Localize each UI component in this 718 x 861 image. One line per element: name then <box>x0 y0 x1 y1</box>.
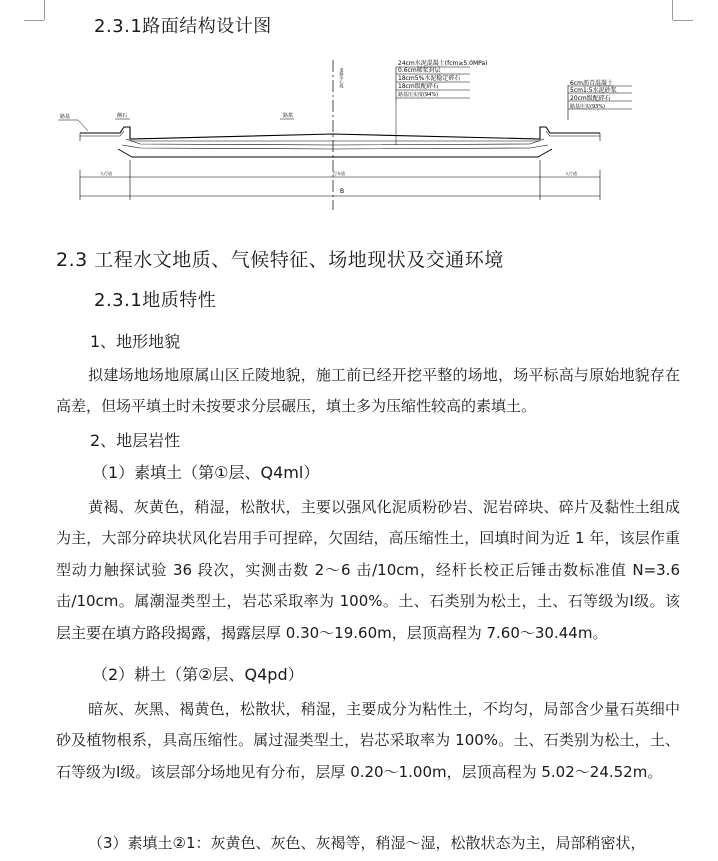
paragraph: 拟建场地场地原属山区丘陵地貌，施工前已经开挖平整的场地，场平标高与原始地貌存在高差，但场平填土时未按要求分层碾压，填土多为压缩性较高的素填土。 <box>56 366 680 416</box>
subsection-title: 1、地形地貌 <box>90 332 181 351</box>
paragraph: 暗灰、灰黑、褐黄色，松散状，稍湿，主要成分为粘性土，不均匀，局部含少量石英细中砂及植物根系，具高压缩性。属过湿类型土，岩芯采取率为 100%。土、石类别为松土，土、石等级为Ⅰ级。该层部分场地见有分布，层厚 0.20～1.00m，层顶高程为 5.02～24.52m。 <box>56 700 680 781</box>
centerline-label: 道路中心线 <box>339 68 345 88</box>
dimension-lines <box>80 160 600 200</box>
label-crown: 路拱 <box>283 113 294 119</box>
subsection-title: 2、地层岩性 <box>90 431 181 450</box>
paragraph: （3）素填土②1：灰黄色、灰色、灰褐等，稍湿～湿，松散状态为主，局部稍密状， <box>88 834 646 852</box>
layer-callout-right <box>568 79 632 120</box>
layer-label: 18cm5%水泥稳定碎石 <box>398 75 461 82</box>
layer-label: 6cm沥青混凝土 <box>570 80 613 87</box>
pavement-structure-diagram <box>0 45 718 260</box>
crop-mark <box>673 20 693 21</box>
section-heading-hydro: 2.3 工程水文地质、气候特征、场地现状及交通环境 <box>56 249 504 271</box>
layer-label: 路基压实度(94%) <box>398 92 439 98</box>
label-curb: 侧石 <box>117 113 128 119</box>
dim-label-total: B <box>340 188 345 195</box>
layer-label: 0.6cm稀浆封层 <box>398 67 441 74</box>
layer-label: 20cm级配碎石 <box>570 95 611 102</box>
layer-label: 18cm级配碎石 <box>398 83 439 90</box>
crop-mark <box>24 20 44 21</box>
layer-label: 路基压实(93%) <box>570 104 606 110</box>
subsection-title: （1）素填土（第①层、Q4ml） <box>92 463 320 482</box>
layer-label: 24cm水泥混凝土(fcm≥5.0MPa) <box>398 60 488 67</box>
label-subgrade: 路基 <box>60 114 71 120</box>
crop-mark <box>672 0 673 20</box>
dim-label: 人行道 <box>565 171 577 176</box>
paragraph: 黄褐、灰黄色，稍湿，松散状，主要以强风化泥质粉砂岩、泥岩碎块、碎片及黏性土组成为主，大部分碎块状风化岩用手可捏碎，欠固结，高压缩性土，回填时间为近 1 年，该层作重型动力触探试验 36 段次，实测击数 2～6 击/10cm，经杆长校正后锤击数标准值 N=3.6 击/10cm。属潮湿类型土，岩芯采取率为 100%。土、石类别为松土，土、石等级为Ⅰ级。该层主要在填方路段揭露，揭露层厚 0.30～19.60m，层顶高程为 7.60～30.44m。 <box>56 498 680 642</box>
section-heading-pavement: 2.3.1路面结构设计图 <box>94 16 272 37</box>
crop-mark <box>44 0 45 20</box>
subsection-title: （2）耕土（第②层、Q4pd） <box>92 665 304 684</box>
layer-callout-left <box>396 59 488 145</box>
road-cross-section <box>80 127 600 157</box>
section-heading-geology: 2.3.1地质特性 <box>94 290 217 311</box>
layer-label: 5cm1:5水泥砂浆 <box>570 87 617 94</box>
dim-label: 行车道 <box>333 171 345 176</box>
dim-label: 人行道 <box>100 171 112 176</box>
